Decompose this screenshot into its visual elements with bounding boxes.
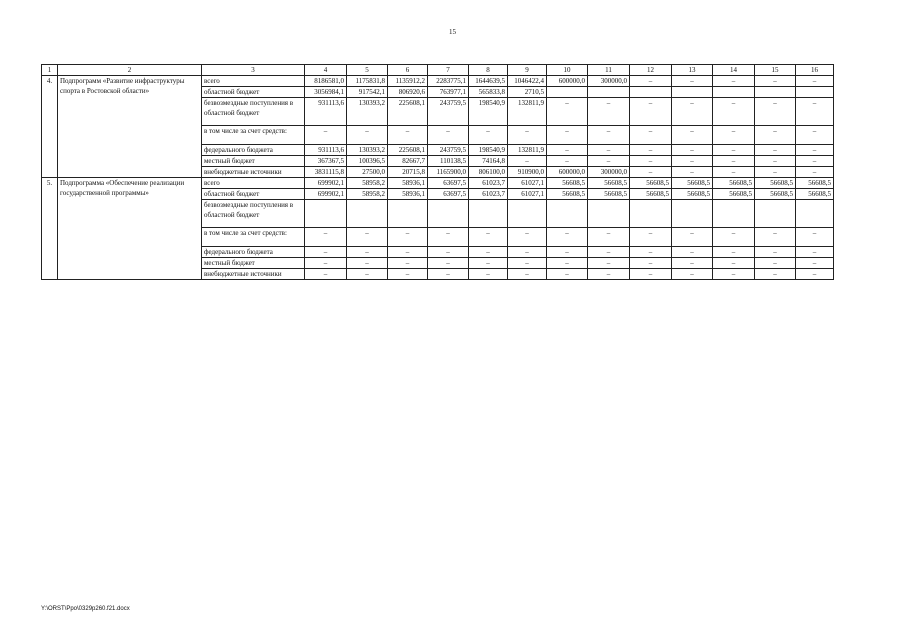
table-cell bbox=[796, 200, 834, 228]
table-cell: 931113,6 bbox=[305, 98, 347, 126]
table-cell: – bbox=[713, 156, 755, 167]
table-cell: – bbox=[547, 126, 588, 145]
table-cell: 61023,7 bbox=[469, 189, 508, 200]
table-cell: – bbox=[508, 269, 547, 280]
table-cell: – bbox=[796, 258, 834, 269]
table-cell: 56608,5 bbox=[588, 178, 630, 189]
table-cell: 917542,1 bbox=[347, 87, 388, 98]
table-cell: 2283775,1 bbox=[428, 76, 469, 87]
funding-source-label: всего bbox=[202, 178, 305, 189]
header-row bbox=[42, 65, 834, 76]
funding-source-label: федерального бюджета bbox=[202, 247, 305, 258]
table-cell bbox=[713, 87, 755, 98]
table-cell: – bbox=[388, 126, 428, 145]
page-number: 15 bbox=[449, 28, 456, 36]
table-cell: – bbox=[428, 269, 469, 280]
table-cell: – bbox=[796, 98, 834, 126]
table-cell: 565833,8 bbox=[469, 87, 508, 98]
table-cell bbox=[547, 87, 588, 98]
table-cell: – bbox=[755, 269, 796, 280]
table-cell: – bbox=[672, 269, 713, 280]
table-cell: – bbox=[547, 98, 588, 126]
table-cell: 56608,5 bbox=[672, 178, 713, 189]
table-cell: 132811,9 bbox=[508, 145, 547, 156]
funding-source-label: областной бюджет bbox=[202, 189, 305, 200]
table-cell: – bbox=[428, 126, 469, 145]
table-cell: 56608,5 bbox=[588, 189, 630, 200]
table-cell: – bbox=[755, 156, 796, 167]
table-cell: – bbox=[305, 258, 347, 269]
funding-source-label: безвозмездные поступления в областной бюджет bbox=[202, 98, 305, 126]
table-cell: 82667,7 bbox=[388, 156, 428, 167]
program-title: Подпрограмм «Развитие инфраструктуры спорта в Ростовской области» bbox=[58, 76, 202, 178]
table-cell: 8186581,0 bbox=[305, 76, 347, 87]
table-cell: – bbox=[588, 258, 630, 269]
column-header: 10 bbox=[547, 65, 588, 76]
table-cell bbox=[469, 200, 508, 228]
table-cell: – bbox=[755, 98, 796, 126]
table-cell: 910900,0 bbox=[508, 167, 547, 178]
table-cell: – bbox=[713, 269, 755, 280]
table-cell: – bbox=[508, 247, 547, 258]
table-cell bbox=[588, 87, 630, 98]
table-cell bbox=[755, 87, 796, 98]
funding-source-label: областной бюджет bbox=[202, 87, 305, 98]
table-cell: 3056984,1 bbox=[305, 87, 347, 98]
table-cell: – bbox=[630, 98, 672, 126]
table-cell: – bbox=[547, 269, 588, 280]
table-cell: 56608,5 bbox=[713, 178, 755, 189]
table-cell: – bbox=[547, 156, 588, 167]
table-cell: – bbox=[305, 228, 347, 247]
table-cell: 74164,8 bbox=[469, 156, 508, 167]
column-header: 14 bbox=[713, 65, 755, 76]
program-number: 5. bbox=[42, 178, 58, 280]
table-cell bbox=[630, 200, 672, 228]
column-header: 1 bbox=[42, 65, 58, 76]
table-cell: – bbox=[388, 269, 428, 280]
table-cell: – bbox=[630, 145, 672, 156]
column-header: 6 bbox=[388, 65, 428, 76]
table-row bbox=[42, 76, 834, 87]
table-row bbox=[42, 178, 834, 189]
table-cell: – bbox=[672, 145, 713, 156]
table-cell: – bbox=[672, 156, 713, 167]
column-header: 11 bbox=[588, 65, 630, 76]
column-header: 9 bbox=[508, 65, 547, 76]
column-header: 5 bbox=[347, 65, 388, 76]
table-cell: – bbox=[755, 247, 796, 258]
table-cell: – bbox=[630, 269, 672, 280]
table-cell: – bbox=[588, 126, 630, 145]
table-cell: – bbox=[672, 258, 713, 269]
funding-source-label: местный бюджет bbox=[202, 258, 305, 269]
table-cell: – bbox=[713, 98, 755, 126]
table-cell: – bbox=[588, 247, 630, 258]
table-cell: – bbox=[347, 247, 388, 258]
table-cell: – bbox=[428, 247, 469, 258]
table-cell: 225608,1 bbox=[388, 145, 428, 156]
table-cell: 110138,5 bbox=[428, 156, 469, 167]
table-cell: – bbox=[305, 247, 347, 258]
table-cell: – bbox=[672, 167, 713, 178]
column-header: 15 bbox=[755, 65, 796, 76]
table-cell: 600000,0 bbox=[547, 76, 588, 87]
table-cell: 20715,8 bbox=[388, 167, 428, 178]
table-cell bbox=[428, 200, 469, 228]
table-cell: – bbox=[755, 258, 796, 269]
table-cell: – bbox=[672, 98, 713, 126]
table-cell: 58958,2 bbox=[347, 189, 388, 200]
table-cell: – bbox=[388, 258, 428, 269]
table-cell: – bbox=[796, 247, 834, 258]
table-cell bbox=[630, 87, 672, 98]
program-number: 4. bbox=[42, 76, 58, 178]
table-cell: – bbox=[796, 126, 834, 145]
table-cell bbox=[347, 200, 388, 228]
table-cell: – bbox=[713, 145, 755, 156]
table-cell: – bbox=[630, 247, 672, 258]
table-cell: – bbox=[388, 247, 428, 258]
table-cell: – bbox=[469, 126, 508, 145]
table-cell: 763977,1 bbox=[428, 87, 469, 98]
column-header: 3 bbox=[202, 65, 305, 76]
table-cell: – bbox=[796, 269, 834, 280]
funding-source-label: местный бюджет bbox=[202, 156, 305, 167]
column-header: 2 bbox=[58, 65, 202, 76]
table-cell: – bbox=[630, 258, 672, 269]
table-cell: – bbox=[755, 167, 796, 178]
table-cell: 56608,5 bbox=[672, 189, 713, 200]
table-cell: 699902,1 bbox=[305, 178, 347, 189]
table-cell: 806920,6 bbox=[388, 87, 428, 98]
table-cell: – bbox=[630, 126, 672, 145]
table-cell: 56608,5 bbox=[547, 178, 588, 189]
table-cell: – bbox=[305, 126, 347, 145]
table-cell: – bbox=[672, 228, 713, 247]
table-cell: – bbox=[755, 228, 796, 247]
column-header: 16 bbox=[796, 65, 834, 76]
funding-source-label: федерального бюджета bbox=[202, 145, 305, 156]
table-cell bbox=[755, 200, 796, 228]
budget-table bbox=[41, 64, 834, 280]
table-cell: – bbox=[469, 258, 508, 269]
table-cell: 56608,5 bbox=[630, 178, 672, 189]
table-cell: – bbox=[469, 228, 508, 247]
table-cell: 1165900,0 bbox=[428, 167, 469, 178]
table-cell: – bbox=[508, 228, 547, 247]
table-cell: – bbox=[547, 258, 588, 269]
program-title: Подпрограмма «Обеспечение реализации государственной программы» bbox=[58, 178, 202, 280]
table-cell bbox=[672, 87, 713, 98]
column-header: 13 bbox=[672, 65, 713, 76]
table-cell: 56608,5 bbox=[630, 189, 672, 200]
table-cell bbox=[305, 200, 347, 228]
table-cell: – bbox=[713, 126, 755, 145]
table-cell: – bbox=[796, 145, 834, 156]
table-cell: – bbox=[388, 228, 428, 247]
table-cell: 931113,6 bbox=[305, 145, 347, 156]
table-cell: 27500,0 bbox=[347, 167, 388, 178]
table-cell: 600000,0 bbox=[547, 167, 588, 178]
table-cell: 1135912,2 bbox=[388, 76, 428, 87]
table-cell: 198540,9 bbox=[469, 98, 508, 126]
funding-source-label: внебюджетные источники bbox=[202, 167, 305, 178]
table-cell bbox=[388, 200, 428, 228]
table-cell bbox=[508, 200, 547, 228]
table-cell: – bbox=[630, 228, 672, 247]
table-cell: – bbox=[588, 269, 630, 280]
table-cell: 225608,1 bbox=[388, 98, 428, 126]
table-cell: 56608,5 bbox=[547, 189, 588, 200]
table-cell: – bbox=[796, 76, 834, 87]
table-cell bbox=[713, 200, 755, 228]
table-cell: – bbox=[588, 98, 630, 126]
table-cell: 1046422,4 bbox=[508, 76, 547, 87]
table-cell: – bbox=[508, 258, 547, 269]
table-cell: – bbox=[347, 228, 388, 247]
table-cell: – bbox=[588, 145, 630, 156]
table-cell: – bbox=[630, 76, 672, 87]
funding-source-label: в том числе за счет средств: bbox=[202, 228, 305, 247]
table-cell: – bbox=[428, 228, 469, 247]
table-cell: 61023,7 bbox=[469, 178, 508, 189]
table-cell: 63697,5 bbox=[428, 178, 469, 189]
table-cell: – bbox=[347, 269, 388, 280]
table-cell: – bbox=[796, 228, 834, 247]
table-cell: 3831115,8 bbox=[305, 167, 347, 178]
table-cell: 1175831,8 bbox=[347, 76, 388, 87]
table-cell: 300000,0 bbox=[588, 167, 630, 178]
column-header: 7 bbox=[428, 65, 469, 76]
table-cell: 56608,5 bbox=[755, 178, 796, 189]
table-cell: – bbox=[713, 258, 755, 269]
table-cell: – bbox=[755, 126, 796, 145]
table-cell: – bbox=[428, 258, 469, 269]
table-cell: – bbox=[672, 76, 713, 87]
table-cell bbox=[672, 200, 713, 228]
funding-source-label: безвозмездные поступления в областной бюджет bbox=[202, 200, 305, 228]
table-cell: 58958,2 bbox=[347, 178, 388, 189]
table-cell: – bbox=[547, 247, 588, 258]
funding-source-label: в том числе за счет средств: bbox=[202, 126, 305, 145]
table-cell: 100396,5 bbox=[347, 156, 388, 167]
funding-source-label: всего bbox=[202, 76, 305, 87]
table-cell: – bbox=[672, 126, 713, 145]
table-cell: 130393,2 bbox=[347, 145, 388, 156]
table-cell: 1644639,5 bbox=[469, 76, 508, 87]
table-cell: 198540,9 bbox=[469, 145, 508, 156]
table-cell: – bbox=[547, 228, 588, 247]
table-cell: 58936,1 bbox=[388, 178, 428, 189]
table-cell: 132811,9 bbox=[508, 98, 547, 126]
table-cell: – bbox=[469, 269, 508, 280]
table-cell: – bbox=[469, 247, 508, 258]
table-cell: – bbox=[347, 258, 388, 269]
table-cell: 699902,1 bbox=[305, 189, 347, 200]
column-header: 12 bbox=[630, 65, 672, 76]
table-cell: – bbox=[305, 269, 347, 280]
table-cell: – bbox=[713, 228, 755, 247]
table-cell bbox=[547, 200, 588, 228]
table-cell: 58936,1 bbox=[388, 189, 428, 200]
table-cell: – bbox=[630, 156, 672, 167]
table-cell: – bbox=[713, 167, 755, 178]
table-cell: 61027,1 bbox=[508, 178, 547, 189]
table-cell: – bbox=[796, 156, 834, 167]
table-cell: 2710,5 bbox=[508, 87, 547, 98]
footer-file-path: Y:\ORST\Ppo\0329p260.f21.docx bbox=[41, 606, 130, 612]
column-header: 4 bbox=[305, 65, 347, 76]
table-cell bbox=[796, 87, 834, 98]
table-cell bbox=[588, 200, 630, 228]
table-cell: 56608,5 bbox=[796, 178, 834, 189]
table-cell: – bbox=[508, 126, 547, 145]
column-header: 8 bbox=[469, 65, 508, 76]
table-cell: – bbox=[672, 247, 713, 258]
table-cell: – bbox=[713, 247, 755, 258]
table-cell: – bbox=[347, 126, 388, 145]
table-cell: 243759,5 bbox=[428, 145, 469, 156]
table-cell: 56608,5 bbox=[755, 189, 796, 200]
table-cell: 56608,5 bbox=[713, 189, 755, 200]
table-cell: 367367,5 bbox=[305, 156, 347, 167]
table-cell: 61027,1 bbox=[508, 189, 547, 200]
table-cell: – bbox=[796, 167, 834, 178]
table-cell: 130393,2 bbox=[347, 98, 388, 126]
funding-source-label: внебюджетные источники bbox=[202, 269, 305, 280]
table-cell: 63697,5 bbox=[428, 189, 469, 200]
table-cell: – bbox=[508, 156, 547, 167]
table-cell: 56608,5 bbox=[796, 189, 834, 200]
table-cell: – bbox=[713, 76, 755, 87]
table-cell: – bbox=[630, 167, 672, 178]
table-cell: 806100,0 bbox=[469, 167, 508, 178]
table-cell: – bbox=[547, 145, 588, 156]
table-cell: – bbox=[588, 228, 630, 247]
table-cell: 243759,5 bbox=[428, 98, 469, 126]
table-cell: – bbox=[588, 156, 630, 167]
table-cell: – bbox=[755, 76, 796, 87]
table-cell: 300000,0 bbox=[588, 76, 630, 87]
table-cell: – bbox=[755, 145, 796, 156]
